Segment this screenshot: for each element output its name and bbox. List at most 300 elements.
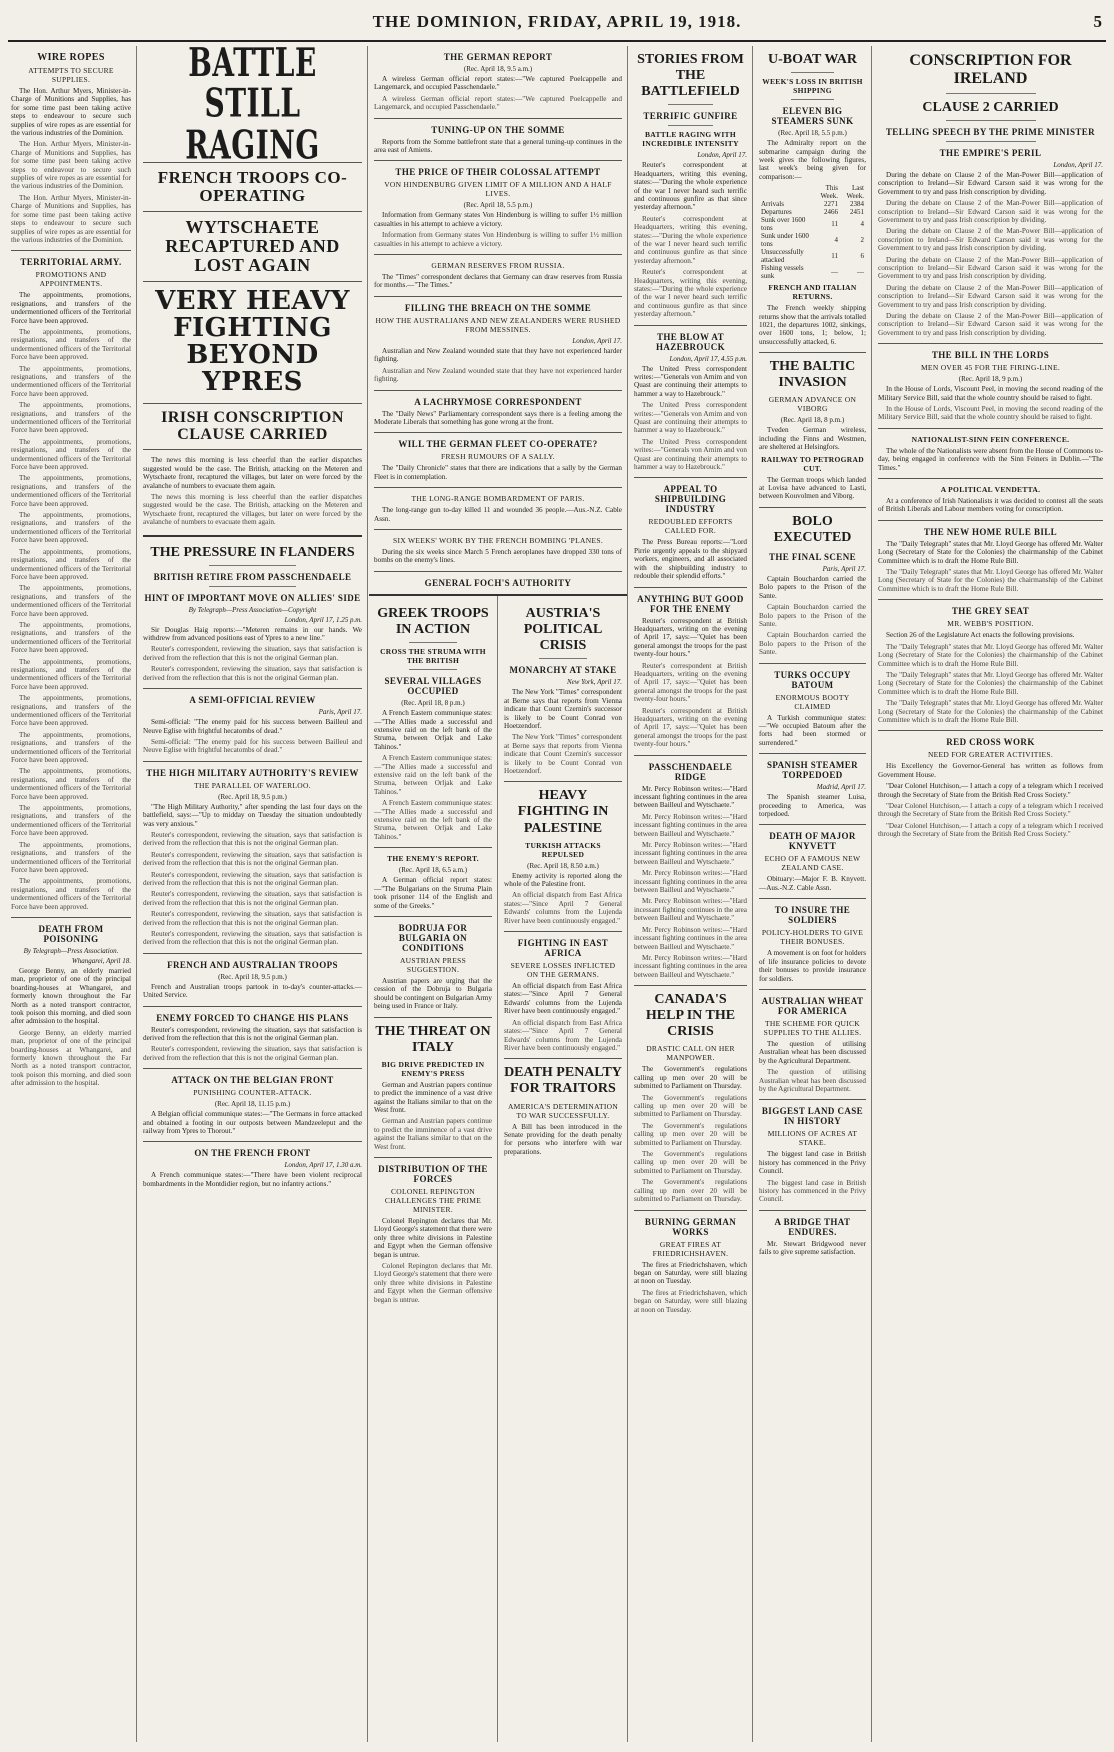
table-cell: 2271 xyxy=(824,200,839,209)
headline: WILL THE GERMAN FLEET CO-OPERATE? xyxy=(398,439,598,450)
article-text: A French communique states:—"There have been violent reciprocal bombardments in the Montdidier region, but no infantry actions." xyxy=(143,1171,362,1188)
divider xyxy=(946,141,1036,142)
divider xyxy=(374,571,622,572)
article-text: During the debate on Clause 2 of the Man-Power Bill—application of conscription to Ireland—Sir Edward Carson said it was wrong for the Government to try and pass Irish conscription by dividing. xyxy=(878,227,1103,253)
article-text: The French weekly shipping returns show that the arrivals totalled 1021, the departures 1002, sinkings, over 1600 tons, 1; below, 1; unsuccessfully attacked, 6. xyxy=(759,304,866,346)
headline: THE NEW HOME RULE BILL xyxy=(923,526,1058,537)
divider xyxy=(759,507,866,508)
article-text: Reuter's correspondent at British Headquarters, writing on the evening of April 17, says:—"Quiet has been general amongst the troops for the past twenty-four hours." xyxy=(634,661,747,704)
headline: THE BALTIC INVASION xyxy=(769,359,856,391)
table-row xyxy=(759,208,866,216)
table-cell: — xyxy=(831,268,839,277)
shipping-table xyxy=(759,184,866,280)
article-text: Reports from the Somme battlefront state that a general tuning-up continues in the area east of Amiens. xyxy=(374,137,622,155)
column-4a xyxy=(499,600,627,1742)
column-6 xyxy=(873,46,1108,1742)
subheadline: BATTLE RAGING WITH INCREDIBLE INTENSITY xyxy=(642,130,739,149)
column-4 xyxy=(629,46,752,1742)
article-text: Reuter's correspondent, reviewing the situation, says that satisfaction is derived from the reflection that this is not the original German plan. xyxy=(143,850,362,868)
dateline: Paris, April 17. xyxy=(822,564,866,573)
divider xyxy=(374,390,622,391)
subheadline: POLICY-HOLDERS TO GIVE THEIR BONUSES. xyxy=(761,928,864,947)
divider xyxy=(878,730,1103,731)
subheadline: AMERICA'S DETERMINATION TO WAR SUCCESSFULLY. xyxy=(507,1101,619,1120)
article-text: French and Australian troops partook in to-day's counter-attacks.—United Service. xyxy=(143,982,362,1000)
subheadline: SEVERE LOSSES INFLICTED ON THE GERMANS. xyxy=(510,961,616,980)
table-cell: Fishing vessels sunk xyxy=(761,264,804,281)
subheadline: GERMAN RESERVES FROM RUSSIA. xyxy=(431,261,565,271)
article-text: Information from Germany states Von Hindenburg is willing to suffer 1½ million casualties in his attempt to achieve a victory. xyxy=(374,211,622,228)
headline: THE FINAL SCENE xyxy=(768,551,857,562)
subheadline: MR. WEBB'S POSITION. xyxy=(947,619,1034,629)
subheadline: SIX WEEKS' WORK BY THE FRENCH BOMBING 'PLANES. xyxy=(393,535,603,545)
divider xyxy=(374,916,492,917)
headline: DEATH PENALTY FOR TRAITORS xyxy=(504,1065,622,1097)
subheadline: DRASTIC CALL ON HER MANPOWER. xyxy=(646,1044,735,1063)
subheadline: THE ENEMY'S REPORT. xyxy=(387,854,479,864)
main-headline: BATTLE STILL RAGING xyxy=(185,46,320,169)
article-text: The appointments, promotions, resignations, and transfers of the undermentioned officers of the Territorial Force have been approved. xyxy=(11,767,131,801)
article-text: German and Austrian papers continue to predict the imminence of a vast drive against the Italians similar to that on the West front. xyxy=(374,1117,492,1151)
section-divider xyxy=(369,594,627,596)
article-text: The whole of the Nationalists were absent from the House of Commons to-day, being engaged in conference with the Sinn Feiners in Dublin.—"The Times." xyxy=(878,446,1103,472)
column-rule xyxy=(627,46,628,1742)
table-header: This Week. xyxy=(820,184,839,201)
subheadline: GREAT FIRES AT FRIEDRICHSHAVEN. xyxy=(652,1239,729,1258)
article-text: The appointments, promotions, resignations, and transfers of the undermentioned officers of the Territorial Force have been approved. xyxy=(11,694,131,728)
divider xyxy=(143,281,362,282)
article-text: Sir Douglas Haig reports:—"Meteren remains in our hands. We withdrew from advanced positions east of Ypres to a new line." xyxy=(143,625,362,643)
column-2 xyxy=(138,46,367,1742)
article-text: Reuter's correspondent, reviewing the situation, says that satisfaction is derived from the reflection that this is not the original German plan. xyxy=(143,645,362,662)
article-text: "Dear Colonel Hutchison,— I attach a copy of a telegram which I received through the Secretary of State from the British Red Cross Society." xyxy=(878,801,1103,819)
article-text: George Benny, an elderly married man, proprietor of one of the principal boarding-houses at Whangarei, and formerly known throughout the Far North as a noted transport contractor, took poison this morning, and died soon after admission to the hospital. xyxy=(11,1028,131,1088)
column-rule xyxy=(752,46,753,1742)
article-text: The "Daily Chronicle" states that there are indications that a sally by the German Fleet is in contemplation. xyxy=(374,464,622,481)
table-cell: 4 xyxy=(860,220,864,229)
subheadline: MILLIONS OF ACRES AT STAKE. xyxy=(767,1129,858,1148)
article-text: The Government's regulations calling up men over 20 will be submitted to Parliament on Thursday. xyxy=(634,1150,747,1175)
page-number: 5 xyxy=(1093,12,1102,31)
divider xyxy=(668,104,713,105)
subheadline: CROSS THE STRUMA WITH THE BRITISH xyxy=(380,647,486,666)
article-text: German and Austrian papers continue to predict the imminence of a vast drive against the Italians similar to that on the West front. xyxy=(374,1080,492,1114)
divider xyxy=(504,931,622,932)
article-text: The appointments, promotions, resignations, and transfers of the undermentioned officers of the Territorial Force have been approved. xyxy=(11,657,131,691)
subheadline: THE LONG-RANGE BOMBARDMENT OF PARIS. xyxy=(411,494,585,504)
article-text: During the debate on Clause 2 of the Man-Power Bill—application of conscription to Ireland—Sir Edward Carson said it was wrong for the Government to try and pass Irish conscription by dividing. xyxy=(878,255,1103,281)
article-text: The New York "Times" correspondent at Berne says that reports from Vienna indicate that Count Czernin's successor is likely to be Count Conrad von Hoetzendorf. xyxy=(504,733,623,775)
column-rule xyxy=(136,46,137,1742)
article-text: The fires at Friedrichshaven, which began on Saturday, were still blazing at noon on Tuesday. xyxy=(634,1288,747,1314)
article-text: The New York "Times" correspondent at Berne says that reports from Vienna indicate that Count Czernin's successor is likely to be Count Conrad von Hoetzendorf. xyxy=(504,688,623,730)
headline: TURKS OCCUPY BATOUM xyxy=(774,669,851,690)
divider xyxy=(374,254,622,255)
headline: ANYTHING BUT GOOD FOR THE ENEMY xyxy=(637,593,744,614)
divider xyxy=(209,586,297,587)
headline: DISTRIBUTION OF THE FORCES xyxy=(378,1163,488,1184)
table-row xyxy=(759,216,866,232)
headline: CANADA'S HELP IN THE CRISIS xyxy=(645,992,736,1040)
article-text: The "Daily Telegraph" states that Mr. Lloyd George has offered Mr. Walter Long (Secretary of State for the Colonies) the chairmanship of the Cabinet Committee which is to draft the Home Rule Bill. xyxy=(878,670,1103,696)
article-text: The news this morning is less cheerful than the earlier dispatches suggested would be the case. The British, attacking on the Meteren and Wytschaete front, recaptured the villages, but later on were forced by the avalanche of numbers to evacuate them again. xyxy=(143,456,362,490)
article-text: A wireless German official report states:—"We captured Poelcappelle and Langemarck, and occupied Passchendaele." xyxy=(374,94,622,112)
article-text: The appointments, promotions, resignations, and transfers of the undermentioned officers of the Territorial Force have been approved. xyxy=(11,401,131,435)
article-text: At a conference of Irish Nationalists it was decided to contest all the seats of British Liberals and Labour members voting for conscription. xyxy=(878,497,1103,514)
article-text: George Benny, an elderly married man, proprietor of one of the principal boarding-houses at Whangarei, and formerly known throughout the Far North as a noted transport contractor, took poison this morning, and died soon after admission to the hospital. xyxy=(11,966,131,1026)
dateline: New York, April 17. xyxy=(566,678,622,687)
article-text: The Hon. Arthur Myers, Minister-in-Charge of Munitions and Supplies, has for some time past been taking active steps to endeavour to secure such supplies of wire ropes as are essential for the various industries of the Dominion. xyxy=(11,193,131,244)
article-text: "Dear Colonel Hutchison,— I attach a copy of a telegram which I received through the Secretary of State from the British Red Cross Society." xyxy=(878,782,1103,799)
divider xyxy=(759,989,866,990)
column-3-top xyxy=(369,46,627,592)
headline: BURNING GERMAN WORKS xyxy=(644,1216,737,1237)
article-text: Mr. Percy Robinson writes:—"Hard incessant fighting continues in the area between Bailleul and Wytschaete." xyxy=(634,953,747,979)
divider xyxy=(11,250,131,251)
headline: HINT OF IMPORTANT MOVE ON ALLIES' SIDE xyxy=(144,592,361,603)
divider xyxy=(878,599,1103,600)
article-text: The Press Bureau reports:—"Lord Pirrie urgently appeals to the shipyard workers, engineers, and all associated with the shipbuilding industry to redouble their splendid efforts." xyxy=(634,538,747,581)
dateline: London, April 17. xyxy=(1053,160,1103,169)
headline: SEVERAL VILLAGES OCCUPIED xyxy=(384,676,482,697)
column-1 xyxy=(6,46,136,1742)
headline: ENEMY FORCED TO CHANGE HIS PLANS xyxy=(156,1012,349,1023)
article-text: Semi-official: "The enemy paid for his success between Bailleul and Neuve Eglise with frightful hecatombs of dead." xyxy=(143,718,362,735)
subheadline: ENORMOUS BOOTY CLAIMED xyxy=(775,692,850,711)
subheadline: WEEK'S LOSS IN BRITISH SHIPPING xyxy=(762,77,863,96)
divider xyxy=(374,529,622,530)
divider xyxy=(539,658,586,659)
divider xyxy=(634,1210,747,1211)
article-text: Enemy activity is reported along the whole of the Palestine front. xyxy=(504,871,622,889)
divider xyxy=(143,1068,362,1069)
table-cell: 2 xyxy=(860,236,864,245)
column-3a xyxy=(369,600,497,1742)
divider xyxy=(759,824,866,825)
article-text: The Government's regulations calling up men over 20 will be submitted to Parliament on Thursday. xyxy=(634,1065,747,1091)
subheadline: THE PARALLEL OF WATERLOO. xyxy=(194,780,311,790)
headline: A BRIDGE THAT ENDURES. xyxy=(774,1216,851,1237)
article-text: A French Eastern communique states:—"The Allies made a successful and extensive raid on the left bank of the Struma, between Orljak and Lake Tahinos." xyxy=(374,709,492,751)
headline: FIGHTING IN EAST AFRICA xyxy=(517,938,609,959)
article-text: The biggest land case in British history has commenced in the Privy Council. xyxy=(759,1150,866,1176)
article-text: Reuter's correspondent, reviewing the situation, says that satisfaction is derived from the reflection that this is not the original German plan. xyxy=(143,890,362,907)
subheadline: THE SCHEME FOR QUICK SUPPLIES TO THE ALLIES. xyxy=(763,1018,862,1037)
article-text: A French Eastern communique states:—"The Allies made a successful and extensive raid on the left bank of the Struma, between Orljak and Lake Tahinos." xyxy=(374,754,492,796)
subheadline: MEN OVER 45 FOR THE FIRING-LINE. xyxy=(920,363,1061,373)
article-text: Section 26 of the Legislature Act enacts the following provisions. xyxy=(886,631,1075,640)
dateline: London, April 17, 4.55 p.m. xyxy=(669,354,747,363)
divider xyxy=(143,403,362,404)
divider xyxy=(143,688,362,689)
subheadline: COLONEL REPINGTON CHALLENGES THE PRIME MINISTER. xyxy=(384,1186,482,1214)
divider xyxy=(878,520,1103,521)
divider xyxy=(634,755,747,756)
headline: TUNING-UP ON THE SOMME xyxy=(431,124,565,135)
divider xyxy=(374,847,492,848)
article-text: "The High Military Authority," after spending the last four days on the battlefield, says:—"Up to midday on Tuesday the situation undoubtedly was very anxious." xyxy=(143,802,362,828)
article-text: The "Daily News" Parliamentary correspondent says there is a feeling among the Moderate Liberals that something has gone wrong at the front. xyxy=(374,409,622,426)
column-rule xyxy=(367,46,368,1742)
subheadline: ECHO OF A FAMOUS NEW ZEALAND CASE. xyxy=(764,854,861,873)
article-text: During the debate on Clause 2 of the Man-Power Bill—application of conscription to Ireland—Sir Edward Carson said it was wrong for the Government to try and pass Irish conscription by dividing. xyxy=(878,283,1103,309)
divider xyxy=(374,487,622,488)
divider xyxy=(374,1017,492,1018)
article-text: The question of utilising Australian wheat has been discussed by the Agricultural Department. xyxy=(759,1039,866,1065)
article-text: Obituary:—Major F. B. Knyvett.—Aus.-N.Z. Cable Assn. xyxy=(759,875,866,892)
article-text: The Admiralty report on the submarine campaign during the week gives the following figures, last week's being given for comparison:— xyxy=(759,139,866,181)
divider xyxy=(759,1210,866,1211)
article-text: Mr. Percy Robinson writes:—"Hard incessant fighting continues in the area between Bailleul and Wytschaete." xyxy=(634,784,747,810)
article-text: The news this morning is less cheerful than the earlier dispatches suggested would be the case. The British, attacking on the Meteren and Wytschaete front, recaptured the villages, but later on were forced by the avalanche of numbers to evacuate them again. xyxy=(143,492,362,527)
divider xyxy=(878,428,1103,429)
headline: MONARCHY AT STAKE xyxy=(509,665,617,676)
table-cell: 11 xyxy=(831,252,839,261)
received-line: (Rec. April 18, 8 p.m.) xyxy=(401,699,465,708)
article-text: The "Daily Telegraph" states that Mr. Lloyd George has offered Mr. Walter Long (Secretary of State for the Colonies) the chairmanship of the Cabinet Committee which is to draft the Home Rule Bill. xyxy=(878,642,1103,668)
divider xyxy=(374,296,622,297)
divider xyxy=(143,535,362,537)
article-text: Reuter's correspondent at British Headquarters, writing on the evening of April 17, says:—"Quiet has been general amongst the troops for the past twenty-four hours." xyxy=(634,616,747,659)
headline: HEAVY FIGHTING IN PALESTINE xyxy=(517,788,609,836)
table-cell: Departures xyxy=(761,208,792,217)
column-rule xyxy=(871,46,872,1742)
article-text: The "Daily Telegraph" states that Mr. Lloyd George has offered Mr. Walter Long (Secretary of State for the Colonies) the chairmanship of the Cabinet Committee which is to draft the Home Rule Bill. xyxy=(878,539,1103,565)
article-text: "Dear Colonel Hutchison,— I attach a copy of a telegram which I received through the Secretary of State from the British Red Cross Society." xyxy=(878,821,1103,839)
article-text: Reuter's correspondent, reviewing the situation, says that satisfaction is derived from the reflection that this is not the original German plan. xyxy=(143,1045,362,1062)
article-text: Colonel Repington declares that Mr. Lloyd George's statement that there were only three white divisions in Palestine and Egypt when the German offensive began is untrue. xyxy=(374,1262,492,1304)
received-line: (Rec. April 18, 8 p.m.) xyxy=(780,416,845,425)
headline: ON THE FRENCH FRONT xyxy=(194,1148,311,1159)
headline: CLAUSE 2 CARRIED xyxy=(922,99,1059,115)
headline: A LACHRYMOSE CORRESPONDENT xyxy=(414,396,582,407)
article-text: In the House of Lords, Viscount Peel, in moving the second reading of the Military Service Bill, said that the whole country should be raised to fight. xyxy=(878,405,1103,422)
headline: THE HIGH MILITARY AUTHORITY'S REVIEW xyxy=(146,767,359,778)
received-line: (Rec. April 18, 9 p.m.) xyxy=(958,375,1023,384)
subheadline: PROMOTIONS AND APPOINTMENTS. xyxy=(35,270,107,289)
headline: WYTSCHAETE RECAPTURED AND LOST AGAIN xyxy=(165,216,340,275)
received-line: (Rec. April 18, 5.5 p.m.) xyxy=(778,129,847,138)
table-cell: Sunk over 1600 tons xyxy=(761,216,806,233)
headline: CONSCRIPTION FOR IRELAND xyxy=(909,52,1072,88)
article-text: The long-range gun to-day killed 11 and wounded 36 people.—Aus.-N.Z. Cable Assn. xyxy=(374,506,622,523)
divider xyxy=(946,93,1036,94)
divider xyxy=(374,118,622,119)
article-text: An official dispatch from East Africa states:—"Since April 7 General Edwards' columns from the Lujenda River have been continuously engaged." xyxy=(504,982,622,1016)
headline: BIGGEST LAND CASE IN HISTORY xyxy=(761,1106,864,1127)
article-text: A French Eastern communique states:—"The Allies made a successful and extensive raid on the left bank of the Struma, between Orljak and Lake Tahinos." xyxy=(374,799,492,841)
article-text: The fires at Friedrichshaven, which began on Saturday, were still blazing at noon on Tuesday. xyxy=(634,1260,747,1286)
article-text: The appointments, promotions, resignations, and transfers of the undermentioned officers of the Territorial Force have been approved. xyxy=(11,840,131,874)
divider xyxy=(409,669,456,670)
subheadline: RAILWAY TO PETROGRAD CUT. xyxy=(761,454,864,473)
headline: BRITISH RETIRE FROM PASSCHENDAELE xyxy=(153,571,352,582)
article-text: Captain Bouchardon carried the Bolo papers to the Prison of the Sante. xyxy=(759,631,866,657)
table-cell: Unsuccessfully attacked xyxy=(761,248,804,265)
article-text: The German troops which landed at Lovisa have advanced to Lasti, between Kouvolmen and Viborg. xyxy=(759,475,866,501)
subheadline: NATIONALIST-SINN FEIN CONFERENCE. xyxy=(911,434,1070,444)
table-cell: 2466 xyxy=(824,208,839,217)
masthead xyxy=(8,10,1106,42)
headline: SPANISH STEAMER TORPEDOED xyxy=(766,760,859,781)
article-text: The appointments, promotions, resignations, and transfers of the undermentioned officers of the Territorial Force have been approved. xyxy=(11,730,131,765)
article-text: The appointments, promotions, resignations, and transfers of the undermentioned officers of the Territorial Force have been approved. xyxy=(11,364,131,398)
article-text: Mr. Percy Robinson writes:—"Hard incessant fighting continues in the area between Bailleul and Wytschaete." xyxy=(634,925,747,951)
headline: U-BOAT WAR xyxy=(767,52,858,67)
headline: THE PRICE OF THEIR COLOSSAL ATTEMPT xyxy=(395,167,601,178)
divider xyxy=(878,343,1103,344)
subheadline: HOW THE AUSTRALIANS AND NEW ZEALANDERS WERE RUSHED FROM MESSINES. xyxy=(375,315,621,334)
article-text: A German official report states:—"The Bulgarians on the Struma Plain took prisoner 114 of the English and some of the Greeks." xyxy=(374,876,492,910)
headline: ELEVEN BIG STEAMERS SUNK xyxy=(771,106,854,127)
subheadline: BIG DRIVE PREDICTED IN ENEMY'S PRESS xyxy=(381,1059,485,1078)
dateline: Madrid, April 17. xyxy=(816,783,866,792)
table-header: Last Week. xyxy=(846,184,864,201)
headline: TERRIFIC GUNFIRE xyxy=(643,111,738,122)
headline: FILLING THE BREACH ON THE SOMME xyxy=(404,302,592,313)
received-line: (Rec. April 18, 11.15 p.m.) xyxy=(214,1100,291,1109)
received-line: (Rec. April 18, 9.5 p.m.) xyxy=(218,972,287,981)
divider xyxy=(791,72,834,73)
table-row xyxy=(759,264,866,280)
headline: THE BILL IN THE LORDS xyxy=(931,350,1050,361)
article-text: Mr. Percy Robinson writes:—"Hard incessant fighting continues in the area between Bailleul and Wytschaete." xyxy=(634,897,747,923)
headline: BOLO EXECUTED xyxy=(773,513,852,545)
headline: GREEK TROOPS IN ACTION xyxy=(377,606,489,638)
article-text: Reuter's correspondent, reviewing the situation, says that satisfaction is derived from the reflection that this is not the original German plan. xyxy=(143,930,362,947)
headline: AUSTRALIAN WHEAT FOR AMERICA xyxy=(761,995,864,1016)
subheadline: FRESH RUMOURS OF A SALLY. xyxy=(441,452,555,462)
headline: THE PRESSURE IN FLANDERS xyxy=(150,544,355,560)
divider xyxy=(409,642,456,643)
article-text: The appointments, promotions, resignations, and transfers of the undermentioned officers of the Territorial Force have been approved. xyxy=(11,474,131,508)
received-line: (Rec. April 18, 9.5 a.m.) xyxy=(463,65,533,73)
subheadline: AUSTRIAN PRESS SUGGESTION. xyxy=(399,955,467,974)
article-text: The Hon. Arthur Myers, Minister-in-Charge of Munitions and Supplies, has for some time past been taking active steps to endeavour to secure such supplies of wire ropes as are essential for the various industries of the Dominion. xyxy=(11,87,131,138)
divider xyxy=(668,125,713,126)
column-rule xyxy=(497,596,498,1742)
headline: IRISH CONSCRIPTION CLAUSE CARRIED xyxy=(161,408,344,443)
article-text: Australian and New Zealand wounded state that they have not experienced harder fighting. xyxy=(374,366,622,384)
divider xyxy=(634,477,747,478)
article-text: The appointments, promotions, resignations, and transfers of the undermentioned officers of the Territorial Force have been approved. xyxy=(11,547,131,581)
article-text: Australian and New Zealand wounded state that they have not experienced harder fighting. xyxy=(374,346,622,364)
table-cell: 2384 xyxy=(850,200,864,209)
column-5 xyxy=(754,46,871,1742)
article-text: Reuter's correspondent, reviewing the situation, says that satisfaction is derived from the reflection that this is not the original German plan. xyxy=(143,830,362,848)
divider xyxy=(374,1157,492,1158)
headline: AUSTRIA'S POLITICAL CRISIS xyxy=(523,606,603,654)
article-text: A Bill has been introduced in the Senate providing for the death penalty for persons who interfere with war preparations. xyxy=(504,1122,622,1156)
headline: THE GERMAN REPORT xyxy=(443,52,553,62)
article-text: The appointments, promotions, resignations, and transfers of the undermentioned officers of the Territorial Force have been approved. xyxy=(11,327,131,362)
article-text: The appointments, promotions, resignations, and transfers of the undermentioned officers of the Territorial Force have been approved. xyxy=(11,804,131,838)
subheadline: GERMAN ADVANCE ON VIBORG xyxy=(768,395,857,414)
headline: TELLING SPEECH BY THE PRIME MINISTER xyxy=(885,126,1096,137)
article-text: The Government's regulations calling up men over 20 will be submitted to Parliament on Thursday. xyxy=(634,1121,747,1147)
article-text: The Hon. Arthur Myers, Minister-in-Charge of Munitions and Supplies, has for some time past been taking active steps to endeavour to secure such supplies of wire ropes as are essential for the various industries of the Dominion. xyxy=(11,140,131,191)
byline: By Telegraph—Press Association—Copyright xyxy=(188,605,317,614)
table-row xyxy=(759,232,866,248)
article-text: Reuter's correspondent at Headquarters, writing this evening, states:—"During the whole experience of the war I never heard such terrific and continuous gunfire as that since yesterday afternoon." xyxy=(634,214,747,265)
headline: VERY HEAVY FIGHTING BEYOND YPRES xyxy=(155,285,350,398)
divider xyxy=(504,781,622,782)
article-text: Captain Bouchardon carried the Bolo papers to the Prison of the Sante. xyxy=(759,603,866,628)
subheadline: NEED FOR GREATER ACTIVITIES. xyxy=(927,750,1054,760)
article-text: Captain Bouchardon carried the Bolo papers to the Prison of the Sante. xyxy=(759,574,866,600)
article-text: The appointments, promotions, resignations, and transfers of the undermentioned officers of the Territorial Force have been approved. xyxy=(11,511,131,545)
divider xyxy=(759,753,866,754)
article-text: The Government's regulations calling up men over 20 will be submitted to Parliament on Thursday. xyxy=(634,1093,747,1119)
dateline: Whangarei, April 18. xyxy=(71,956,131,965)
headline: APPEAL TO SHIPBUILDING INDUSTRY xyxy=(654,484,727,515)
divider xyxy=(759,1099,866,1100)
article-text: The appointments, promotions, resignations, and transfers of the undermentioned officers of the Territorial Force have been approved. xyxy=(11,291,131,325)
headline: STORIES FROM THE BATTLEFIELD xyxy=(637,52,744,100)
subheadline: A POLITICAL VENDETTA. xyxy=(940,485,1041,495)
article-text: Reuter's correspondent, reviewing the situation, says that satisfaction is derived from the reflection that this is not the original German plan. xyxy=(143,665,362,682)
article-text: Austrian papers are urging that the cession of the Dobruja to Bulgaria should be contingent on Bulgarian Army being used in France or Italy. xyxy=(374,976,492,1011)
article-text: The Government's regulations calling up men over 20 will be submitted to Parliament on Thursday. xyxy=(634,1178,747,1204)
article-text: During the six weeks since March 5 French aeroplanes have dropped 330 tons of bombs on the enemy's lines. xyxy=(374,547,622,565)
headline: THE GREY SEAT xyxy=(951,606,1030,617)
headline: FRENCH TROOPS CO-OPERATING xyxy=(157,168,348,206)
divider xyxy=(878,478,1103,479)
headline: GENERAL FOCH'S AUTHORITY xyxy=(424,577,572,588)
table-header-row xyxy=(759,184,866,200)
headline: ATTACK ON THE BELGIAN FRONT xyxy=(171,1075,334,1086)
article-text: Mr. Percy Robinson writes:—"Hard incessant fighting continues in the area between Bailleul and Wytschaete." xyxy=(634,812,747,838)
article-text: Mr. Percy Robinson writes:—"Hard incessant fighting continues in the area between Bailleul and Wytschaete." xyxy=(634,841,747,866)
subheadline: PUNISHING COUNTER-ATTACK. xyxy=(193,1088,312,1098)
article-text: His Excellency the Governor-General has written as follows from Government House. xyxy=(878,762,1103,779)
received-line: (Rec. April 18, 5.5 p.m.) xyxy=(463,201,533,210)
table-cell: 6 xyxy=(860,252,864,261)
dateline: London, April 17. xyxy=(572,336,622,345)
headline: DEATH FROM POISONING xyxy=(38,923,104,944)
divider xyxy=(374,432,622,433)
article-text: The United Press correspondent writes:—"Generals von Arnim and von Quast are continuing their attempts to hammer a way to Hazebrouck." xyxy=(634,364,747,398)
divider xyxy=(759,898,866,899)
received-line: (Rec. April 18, 9.5 p.m.) xyxy=(218,792,287,801)
article-text: The "Daily Telegraph" states that Mr. Lloyd George has offered Mr. Walter Long (Secretary of State for the Colonies) the chairmanship of the Cabinet Committee which is to draft the Home Rule Bill. xyxy=(878,568,1103,593)
headline: THE BLOW AT HAZEBROUCK xyxy=(655,331,725,352)
table-row xyxy=(759,248,866,264)
divider xyxy=(143,211,362,212)
newspaper-title: THE DOMINION, FRIDAY, APRIL 19, 1918. xyxy=(372,12,742,31)
divider xyxy=(143,953,362,954)
article-text: A movement is on foot for holders of life insurance policies to devote their bonuses to provide insurance for soldiers. xyxy=(759,949,867,983)
article-text: Mr. Stewart Bridgwood never fails to give supreme satisfaction. xyxy=(759,1239,866,1257)
dateline: London, April 17, 1.30 a.m. xyxy=(284,1161,362,1170)
article-text: Mr. Percy Robinson writes:—"Hard incessant fighting continues in the area between Bailleul and Wytschaete." xyxy=(634,869,747,895)
article-text: Reuter's correspondent, reviewing the situation, says that satisfaction is derived from the reflection that this is not the original German plan. xyxy=(143,1025,362,1043)
article-text: During the debate on Clause 2 of the Man-Power Bill—application of conscription to Ireland—Sir Edward Carson said it was wrong for the Government to try and pass Irish conscription by dividing. xyxy=(878,311,1103,337)
divider xyxy=(759,352,866,353)
headline: A SEMI-OFFICIAL REVIEW xyxy=(189,695,316,706)
article-text: Reuter's correspondent, reviewing the situation, says that satisfaction is derived from the reflection that this is not the original German plan. xyxy=(143,870,362,887)
article-text: Tveden German wireless, including the Finns and Westmen, are sheltered at Helsingfors. xyxy=(759,426,866,452)
subheadline: VON HINDENBURG GIVEN LIMIT OF A MILLION AND A HALF LIVES. xyxy=(384,180,612,199)
article-text: The "Daily Telegraph" states that Mr. Lloyd George has offered Mr. Walter Long (Secretary of State for the Colonies) the chairmanship of the Cabinet Committee which is to draft the Home Rule Bill. xyxy=(878,699,1103,724)
headline: FRENCH AND AUSTRALIAN TROOPS xyxy=(167,959,338,970)
divider xyxy=(791,99,834,100)
table-cell: — xyxy=(857,268,864,277)
headline: RED CROSS WORK xyxy=(946,737,1035,748)
article-text: The appointments, promotions, resignations, and transfers of the undermentioned officers of the Territorial Force have been approved. xyxy=(11,437,131,472)
byline: By Telegraph—Press Association. xyxy=(23,946,119,955)
headline: THE EMPIRE'S PERIL xyxy=(939,147,1042,158)
